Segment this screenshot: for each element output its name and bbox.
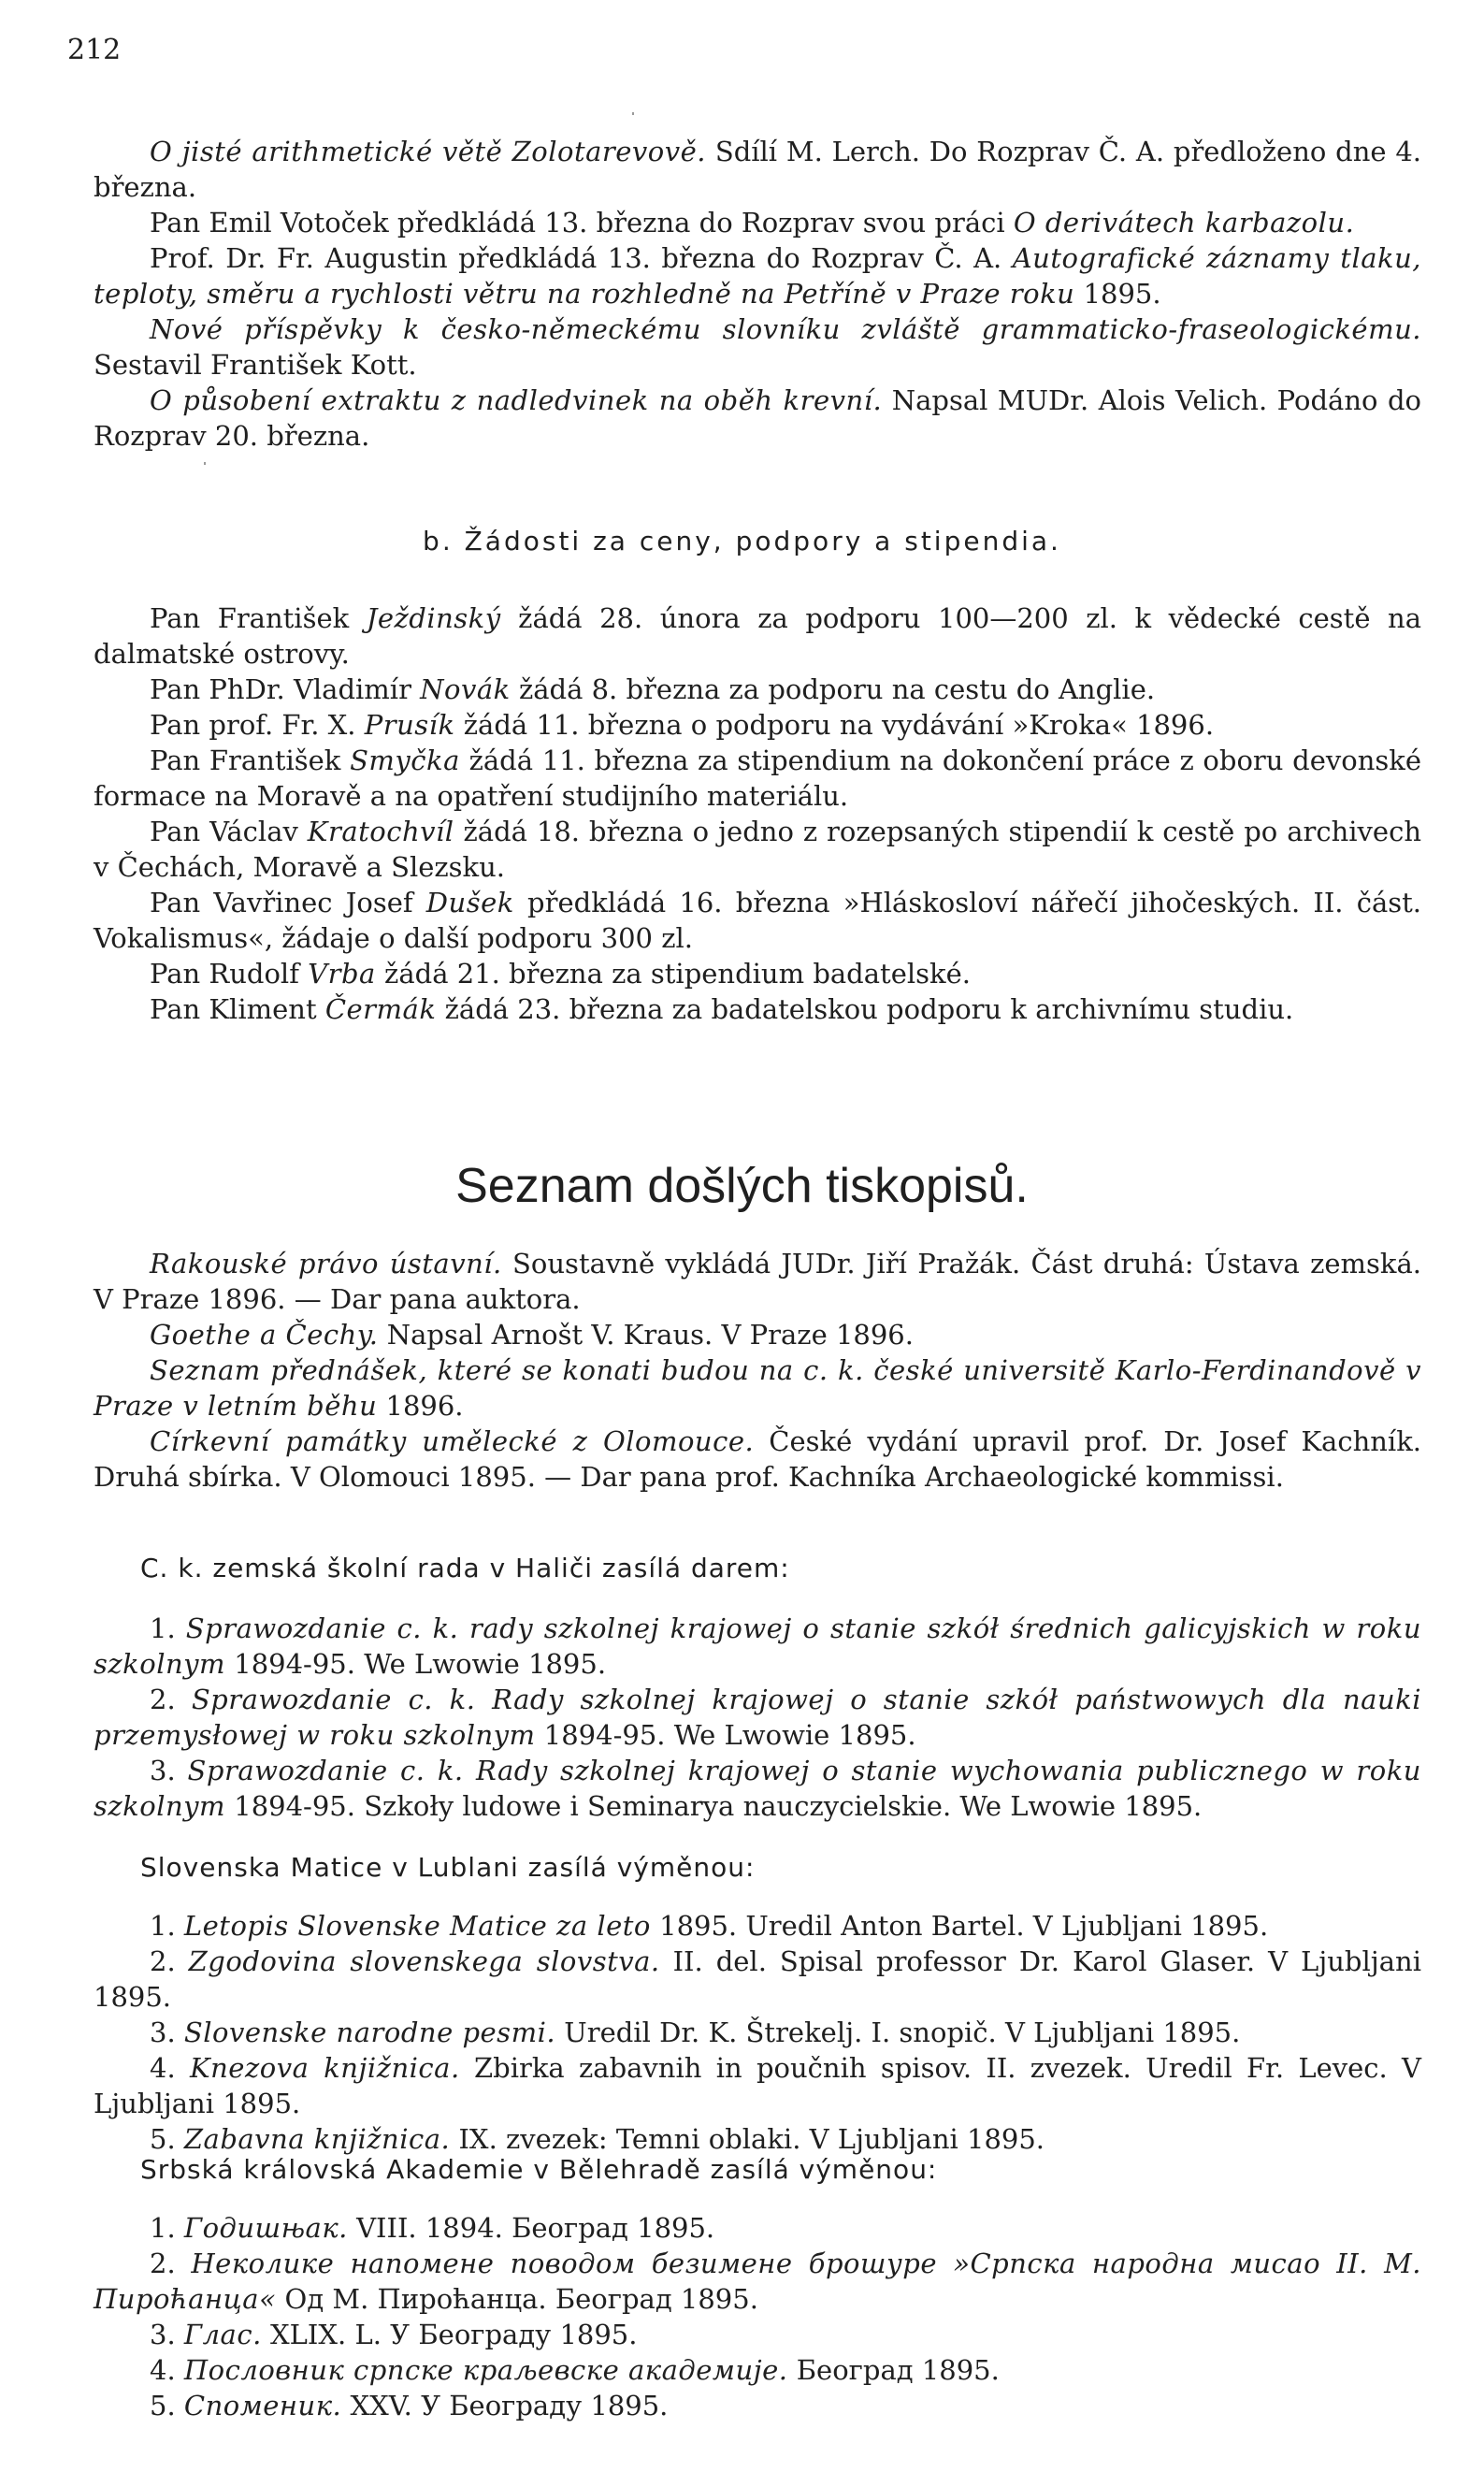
request-text: žádá 8. března za podporu na cestu do Anglie. [510,673,1156,705]
item-title: Sprawozdanie c. k. Rady szkolnej krajowej o stanie wychowania publicznego w roku szkolnym [94,1755,1421,1822]
request-text: žádá 28. února za podporu 100—200 zl. k vědecké cestě na dalmatské ostrovy. [94,602,1421,670]
request-item [94,885,1421,956]
request-prefix: Pan PhDr. Vladimír [150,673,421,705]
publication-item [94,1246,1421,1317]
publication-title: Církevní památky umělecké z Olomouce. [150,1425,755,1457]
group-list-halic [94,1611,1421,1824]
request-prefix: Pan František [150,744,351,776]
submission-paragraph [94,134,1421,205]
publication-item [94,1317,1421,1352]
item-title: Глас. [183,2319,262,2350]
request-name: Čermák [324,993,437,1025]
received-publications-list [94,1246,1421,1495]
publication-text: Napsal Arnošt V. Kraus. V Praze 1896. [378,1319,914,1351]
group-item [94,2210,1421,2246]
item-text: Uredil Dr. K. Štrekelj. I. snopič. V Ljubljani 1895. [555,2017,1241,2048]
group-item [94,1753,1421,1824]
page-number: 212 [67,34,122,66]
seznam-heading: Seznam došlých tiskopisů. [455,1159,1029,1213]
item-number: 3. [150,2017,184,2048]
item-title: Zabavna knjižnica. [183,2123,451,2155]
submission-paragraph [94,383,1421,454]
item-text: Београд 1895. [787,2354,1000,2386]
submission-paragraph [94,240,1421,311]
request-item [94,814,1421,885]
item-number: 2. [150,2248,192,2279]
submission-lead: Prof. Dr. Fr. Augustin předkládá 13. března do Rozprav Č. A. [150,242,1013,274]
request-name: Ježdinský [366,602,501,634]
request-name: Kratochvíl [307,816,454,847]
group-item [94,2015,1421,2050]
group-item [94,2352,1421,2388]
item-title: Letopis Slovenske Matice za leto [183,1910,651,1942]
item-title: Zgodovina slovenskega slovstva. [188,1945,660,1977]
item-title: Споменик. [183,2390,342,2421]
submission-text: Napsal MUDr. Alois Velich. Podáno do Rozprav 20. března. [94,384,1421,452]
publication-text: Soustavně vykládá JUDr. Jiří Pražák. Část druhá: Ústava zemská. V Praze 1896. — Dar pana auktora. [94,1248,1421,1315]
request-prefix: Pan prof. Fr. X. [150,709,365,741]
request-name: Dušek [425,887,514,918]
requests-list [94,600,1421,1027]
item-title: Knezova knjižnica. [189,2052,460,2084]
item-number: 4. [150,2052,190,2084]
group-heading-slovenska-matice: Slovenska Matice v Lublani zasílá výměnou: [140,1852,756,1883]
item-number: 2. [150,1684,192,1715]
group-item [94,1682,1421,1753]
item-text: Од М. Пироћанца. Београд 1895. [276,2283,758,2315]
submission-title: O působení extraktu z nadledvinek na oběh krevní. [150,384,883,416]
group-item [94,2246,1421,2317]
item-text: 1895. Uredil Anton Bartel. V Ljubljani 1895. [650,1910,1269,1942]
request-name: Novák [420,673,511,705]
group-heading-srbska-akademie: Srbská královská Akademie v Bělehradě zasílá výměnou: [140,2154,938,2185]
submission-paragraph [94,205,1421,240]
item-title: Sprawozdanie c. k. Rady szkolnej krajowej o stanie szkół państwowych dla nauki przemysłowej w roku szkolnym [94,1684,1421,1751]
request-item [94,672,1421,707]
publication-text: České vydání upravil prof. Dr. Josef Kachník. Druhá sbírka. V Olomouci 1895. — Dar pana prof. Kachníka Archaeologické kommissi. [94,1425,1421,1493]
request-name: Vrba [308,958,376,990]
group-item [94,1611,1421,1682]
group-item [94,2050,1421,2121]
submission-paragraph [94,311,1421,383]
submission-text: Sdílí M. Lerch. Do Rozprav Č. A. předloženo dne 4. března. [94,136,1422,203]
item-text: IX. zvezek: Temni oblaki. V Ljubljani 1895. [450,2123,1045,2155]
group-item [94,2121,1421,2157]
publication-text: 1896. [377,1390,464,1422]
submission-text: 1895. [1074,278,1161,310]
item-text: 1894-95. Szkoły ludowe i Seminarya nauczycielskie. We Lwowie 1895. [225,1790,1203,1822]
publication-item [94,1352,1421,1424]
request-text: žádá 23. března za badatelskou podporu k archivnímu studiu. [436,993,1294,1025]
request-prefix: Pan František [150,602,367,634]
submission-text: Sestavil František Kott. [94,349,417,381]
item-number: 5. [150,2123,184,2155]
request-text: žádá 18. března o jedno z rozepsaných stipendií k cestě po archivech v Čechách, Moravě a Slezsku. [94,816,1422,883]
request-prefix: Pan Kliment [150,993,325,1025]
group-heading-halic: C. k. zemská školní rada v Haliči zasílá darem: [140,1553,790,1583]
request-item [94,600,1421,672]
scan-speck [204,462,206,465]
request-item [94,743,1421,814]
item-number: 1. [150,1612,186,1644]
item-title: Пословник српске краљевске академије. [183,2354,788,2386]
submission-title: O jisté arithmetické větě Zolotarevově. [150,136,707,167]
item-number: 5. [150,2390,184,2421]
request-name: Smyčka [350,744,460,776]
request-item [94,991,1421,1027]
item-text: 1894-95. We Lwowie 1895. [225,1648,607,1680]
request-text: žádá 21. března za stipendium badatelské. [375,958,971,990]
group-list-srbska-akademie [94,2210,1421,2423]
submission-title: Nové příspěvky k česko-německému slovníku zvláště grammaticko-fraseologickému. [150,313,1421,345]
group-list-slovenska-matice [94,1908,1421,2157]
group-item [94,1908,1421,1944]
request-item [94,707,1421,743]
item-title: Sprawozdanie c. k. rady szkolnej krajowej o stanie szkół średnich galicyjskich w roku szkolnym [94,1612,1422,1680]
request-prefix: Pan Václav [150,816,308,847]
submission-title: O derivátech karbazolu. [1013,207,1355,239]
item-text: 1894-95. We Lwowie 1895. [535,1719,916,1751]
item-title: Slovenske narodne pesmi. [183,2017,556,2048]
group-item [94,2388,1421,2423]
item-title: Годишњак. [183,2212,348,2244]
group-item [94,2317,1421,2352]
publication-title: Goethe a Čechy. [150,1319,379,1351]
submission-title: Autografické záznamy tlaku, teploty, směru a rychlosti větru na rozhledně na Petříně v Praze roku [94,242,1421,310]
item-number: 4. [150,2354,184,2386]
item-number: 1. [150,2212,184,2244]
request-text: předkládá 16. března »Hláskosloví nářečí jihočeských. II. část. Vokalismus«, žádaje o další podporu 300 zl. [94,887,1421,954]
item-number: 2. [150,1945,189,1977]
submissions-list [94,134,1421,454]
item-text: XXV. У Београду 1895. [341,2390,669,2421]
request-name: Prusík [364,709,455,741]
publication-title: Rakouské právo ústavní. [150,1248,502,1279]
request-text: žádá 11. března za stipendium na dokončení práce z oboru devonské formace na Moravě a na opatření studijního materiálu. [94,744,1421,812]
request-prefix: Pan Rudolf [150,958,309,990]
section-b-heading: b. Žádosti za ceny, podpory a stipendia. [423,526,1061,557]
submission-lead: Pan Emil Votoček předkládá 13. března do Rozprav svou práci [150,207,1014,239]
request-item [94,956,1421,991]
publication-item [94,1424,1421,1495]
item-text: Zbirka zabavnih in poučnih spisov. II. zvezek. Uredil Fr. Levec. V Ljubljani 1895. [94,2052,1421,2119]
request-prefix: Pan Vavřinec Josef [150,887,426,918]
item-text: VIII. 1894. Београд 1895. [347,2212,715,2244]
group-item [94,1944,1421,2015]
item-title: Неколике напомене поводом безимене брошуре »Српска народна мисао II. М. Пироћанца« [94,2248,1421,2315]
item-number: 1. [150,1910,184,1942]
scan-speck [632,112,634,115]
item-text: XLIX. L. У Београду 1895. [261,2319,638,2350]
item-number: 3. [150,1755,188,1786]
item-text: II. del. Spisal professor Dr. Karol Glaser. V Ljubljani 1895. [94,1945,1421,2013]
request-text: žádá 11. března o podporu na vydávání »Kroka« 1896. [454,709,1215,741]
publication-title: Seznam přednášek, které se konati budou na c. k. české universitě Karlo-Ferdinandově v Praze v letním běhu [94,1354,1421,1422]
item-number: 3. [150,2319,184,2350]
